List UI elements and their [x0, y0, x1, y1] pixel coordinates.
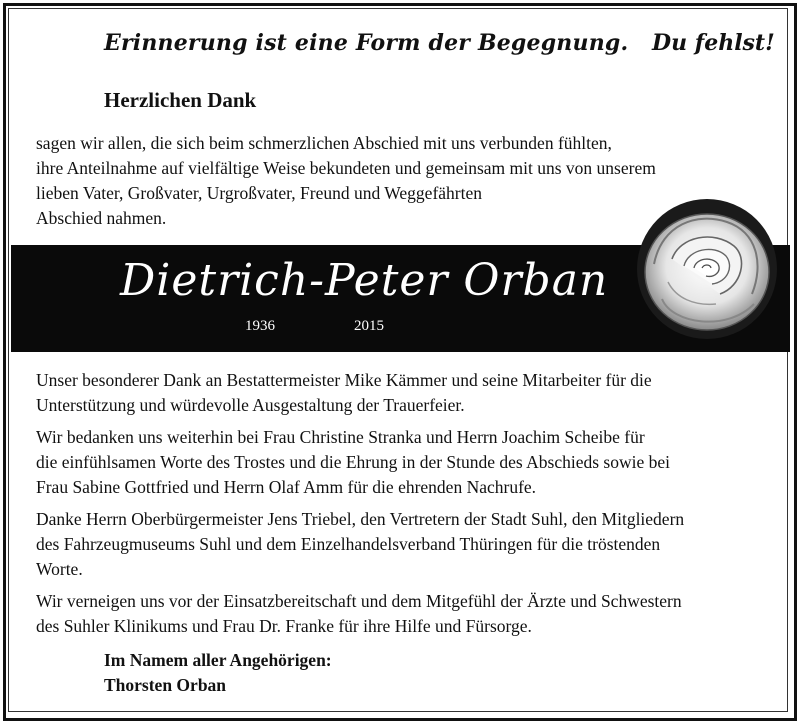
thanks-heading: Herzlichen Dank: [104, 88, 257, 112]
paragraph: [36, 589, 776, 639]
intro-line: ihre Anteilnahme auf vielfältige Weise bekundeten und gemeinsam mit uns von unserem: [36, 158, 656, 178]
paragraph-line: Wir bedanken uns weiterhin bei Frau Christine Stranka und Herrn Joachim Scheibe für: [36, 427, 645, 447]
paragraph-line: des Fahrzeugmuseums Suhl und dem Einzelhandelsverband Thüringen für die tröstenden: [36, 534, 661, 554]
deceased-name: Dietrich-Peter Orban: [120, 255, 609, 306]
paragraph-line: des Suhler Klinikums und Frau Dr. Franke für ihre Hilfe und Fürsorge.: [36, 616, 532, 636]
paragraph: [36, 425, 776, 500]
death-year: 2015: [354, 318, 384, 334]
intro-line: sagen wir allen, die sich beim schmerzlichen Abschied mit uns verbunden fühlten,: [36, 133, 612, 153]
rose-image: [632, 194, 782, 344]
missing-you-text: Du fehlst!: [652, 30, 775, 56]
intro-line: lieben Vater, Großvater, Urgroßvater, Freund und Weggefährten: [36, 183, 482, 203]
paragraph-line: Worte.: [36, 559, 83, 579]
intro-line: Abschied nahmen.: [36, 208, 167, 228]
paragraph-line: die einfühlsamen Worte des Trostes und die Ehrung in der Stunde des Abschieds sowie bei: [36, 452, 671, 472]
signature: [104, 648, 332, 698]
intro-text: [36, 131, 736, 231]
paragraph-line: Danke Herrn Oberbürgermeister Jens Triebel, den Vertretern der Stadt Suhl, den Mitgliedern: [36, 509, 685, 529]
paragraph-line: Frau Sabine Gottfried und Herrn Olaf Amm für die ehrenden Nachrufe.: [36, 477, 537, 497]
signature-line: Im Namem aller Angehörigen:: [104, 650, 332, 670]
paragraph-line: Unterstützung und würdevolle Ausgestaltung der Trauerfeier.: [36, 395, 465, 415]
thanks-paragraphs: [36, 368, 776, 646]
paragraph-line: Wir verneigen uns vor der Einsatzbereitschaft und dem Mitgefühl der Ärzte und Schwestern: [36, 591, 682, 611]
paragraph-line: Unser besonderer Dank an Bestattermeister Mike Kämmer und seine Mitarbeiter für die: [36, 370, 652, 390]
signature-name: Thorsten Orban: [104, 675, 227, 695]
paragraph: [36, 507, 776, 582]
motto: Erinnerung ist eine Form der Begegnung.: [104, 30, 629, 56]
paragraph: [36, 368, 776, 418]
birth-year: 1936: [245, 318, 275, 334]
